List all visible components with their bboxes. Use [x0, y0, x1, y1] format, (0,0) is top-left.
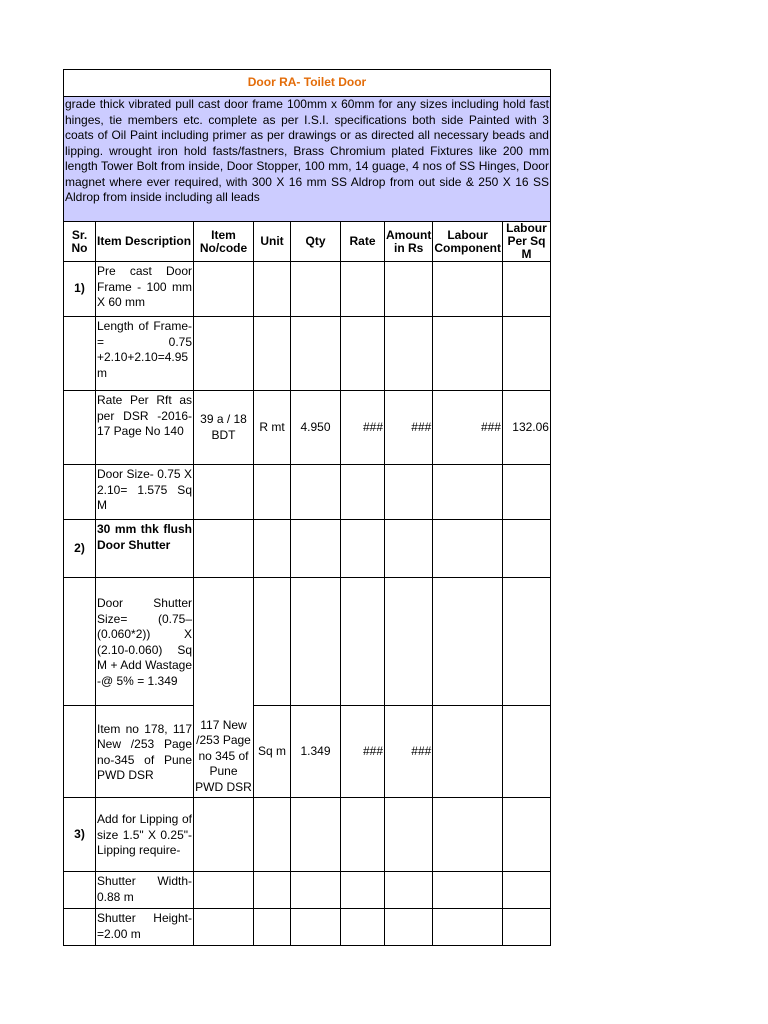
labour-component-cell — [433, 706, 503, 798]
table-row — [64, 391, 551, 465]
rate-cell — [341, 317, 385, 391]
labour-per-sqm-cell — [502, 520, 550, 578]
item-specification: grade thick vibrated pull cast door frame 100mm x 60mm for any sizes including hold fast hinges, tie members etc. complete as per I.S.I. specifications both side Painted with 3 coats of Oil Paint including primer as per drawings or as directed all necessary beads and lipping. wrought iron hold fasts/fastners, Brass Chromium plated Fixtures like 200 mm length Tower Bolt from inside, Door Stopper, 100 mm, 14 guage, 4 nos of SS Hinges, Door magnet where ever required, with 300 X 16 mm SS Aldrop from out side & 250 X 16 SS Aldrop from inside including all leads — [64, 97, 551, 222]
labour-per-sqm-cell — [502, 798, 550, 872]
unit-cell — [254, 465, 291, 520]
table-row — [64, 578, 551, 706]
description-cell: Item no 178, 117 New /253 Page no-345 of Pune PWD DSR — [96, 706, 194, 798]
labour-component-cell — [433, 909, 503, 946]
labour-component-cell — [433, 317, 503, 391]
unit-cell — [254, 872, 291, 909]
description-cell: Rate Per Rft as per DSR -2016-17 Page No 140 — [96, 391, 194, 465]
code-cell — [194, 798, 254, 872]
sr-no-cell — [64, 872, 96, 909]
table-row — [64, 706, 551, 798]
qty-cell — [291, 317, 341, 391]
header-item-code: Item No/code — [194, 222, 254, 262]
qty-cell — [291, 872, 341, 909]
unit-cell — [254, 909, 291, 946]
rate-cell — [341, 909, 385, 946]
qty-cell — [291, 262, 341, 317]
estimate-table — [63, 69, 551, 946]
labour-component-cell — [433, 798, 503, 872]
header-qty: Qty — [291, 222, 341, 262]
labour-per-sqm-cell — [502, 262, 550, 317]
header-unit: Unit — [254, 222, 291, 262]
amount-cell — [385, 317, 433, 391]
amount-cell — [385, 578, 433, 706]
table-row — [64, 317, 551, 391]
sr-no-cell — [64, 578, 96, 706]
rate-cell — [341, 798, 385, 872]
sr-no-cell: 1) — [64, 262, 96, 317]
sr-no-cell — [64, 391, 96, 465]
table-row — [64, 465, 551, 520]
table-row — [64, 909, 551, 946]
rate-cell — [341, 520, 385, 578]
code-cell: 117 New /253 Page no 345 of Pune PWD DSR — [194, 578, 254, 798]
labour-per-sqm-cell — [502, 909, 550, 946]
amount-cell — [385, 520, 433, 578]
code-cell: 39 a / 18 BDT — [194, 391, 254, 465]
labour-component-cell — [433, 520, 503, 578]
sr-no-cell — [64, 909, 96, 946]
labour-per-sqm-cell — [502, 872, 550, 909]
description-cell: Pre cast Door Frame - 100 mm X 60 mm — [96, 262, 194, 317]
rate-cell — [341, 465, 385, 520]
description-cell: 30 mm thk flush Door Shutter — [96, 520, 194, 578]
amount-cell: ### — [385, 706, 433, 798]
code-cell — [194, 909, 254, 946]
labour-component-cell — [433, 262, 503, 317]
rate-cell: ### — [341, 391, 385, 465]
code-cell — [194, 520, 254, 578]
labour-component-cell: ### — [433, 391, 503, 465]
sr-no-cell — [64, 706, 96, 798]
labour-component-cell — [433, 578, 503, 706]
labour-per-sqm-cell: 132.06 — [502, 391, 550, 465]
sr-no-cell — [64, 465, 96, 520]
amount-cell — [385, 798, 433, 872]
table-row — [64, 798, 551, 872]
header-item-description: Item Description — [96, 222, 194, 262]
labour-per-sqm-cell — [502, 706, 550, 798]
rate-cell — [341, 872, 385, 909]
rate-cell — [341, 262, 385, 317]
header-rate: Rate — [341, 222, 385, 262]
unit-cell — [254, 317, 291, 391]
description-cell: Shutter Width-0.88 m — [96, 872, 194, 909]
code-cell — [194, 872, 254, 909]
labour-per-sqm-cell — [502, 317, 550, 391]
amount-cell — [385, 872, 433, 909]
header-amount: Amount in Rs — [385, 222, 433, 262]
unit-cell — [254, 262, 291, 317]
unit-cell — [254, 578, 291, 706]
description-cell: Shutter Height-=2.00 m — [96, 909, 194, 946]
qty-cell — [291, 465, 341, 520]
table-row — [64, 520, 551, 578]
labour-per-sqm-cell — [502, 578, 550, 706]
labour-component-cell — [433, 465, 503, 520]
description-cell: Add for Lipping of size 1.5" X 0.25"- Lipping require- — [96, 798, 194, 872]
unit-cell: Sq m — [254, 706, 291, 798]
sr-no-cell: 2) — [64, 520, 96, 578]
amount-cell — [385, 909, 433, 946]
qty-cell: 4.950 — [291, 391, 341, 465]
table-row — [64, 262, 551, 317]
header-sr-no: Sr. No — [64, 222, 96, 262]
labour-per-sqm-cell — [502, 465, 550, 520]
rate-cell — [341, 578, 385, 706]
description-cell: Length of Frame- = 0.75 +2.10+2.10=4.95 m — [96, 317, 194, 391]
amount-cell — [385, 262, 433, 317]
unit-cell — [254, 798, 291, 872]
qty-cell — [291, 798, 341, 872]
code-cell — [194, 262, 254, 317]
sr-no-cell — [64, 317, 96, 391]
unit-cell: R mt — [254, 391, 291, 465]
header-row — [64, 222, 551, 262]
qty-cell — [291, 520, 341, 578]
description-cell: Door Size- 0.75 X 2.10= 1.575 Sq M — [96, 465, 194, 520]
amount-cell: ### — [385, 391, 433, 465]
code-cell — [194, 465, 254, 520]
qty-cell — [291, 909, 341, 946]
rate-cell: ### — [341, 706, 385, 798]
labour-component-cell — [433, 872, 503, 909]
qty-cell — [291, 578, 341, 706]
amount-cell — [385, 465, 433, 520]
qty-cell: 1.349 — [291, 706, 341, 798]
sr-no-cell: 3) — [64, 798, 96, 872]
header-labour-per-sqm: Labour Per Sq M — [502, 222, 550, 262]
unit-cell — [254, 520, 291, 578]
code-cell — [194, 317, 254, 391]
description-cell: Door Shutter Size= (0.75–(0.060*2)) X (2.10-0.060) Sq M + Add Wastage -@ 5% = 1.349 — [96, 578, 194, 706]
header-labour-component: Labour Component — [433, 222, 503, 262]
sheet-title: Door RA- Toilet Door — [64, 70, 551, 97]
table-row — [64, 872, 551, 909]
